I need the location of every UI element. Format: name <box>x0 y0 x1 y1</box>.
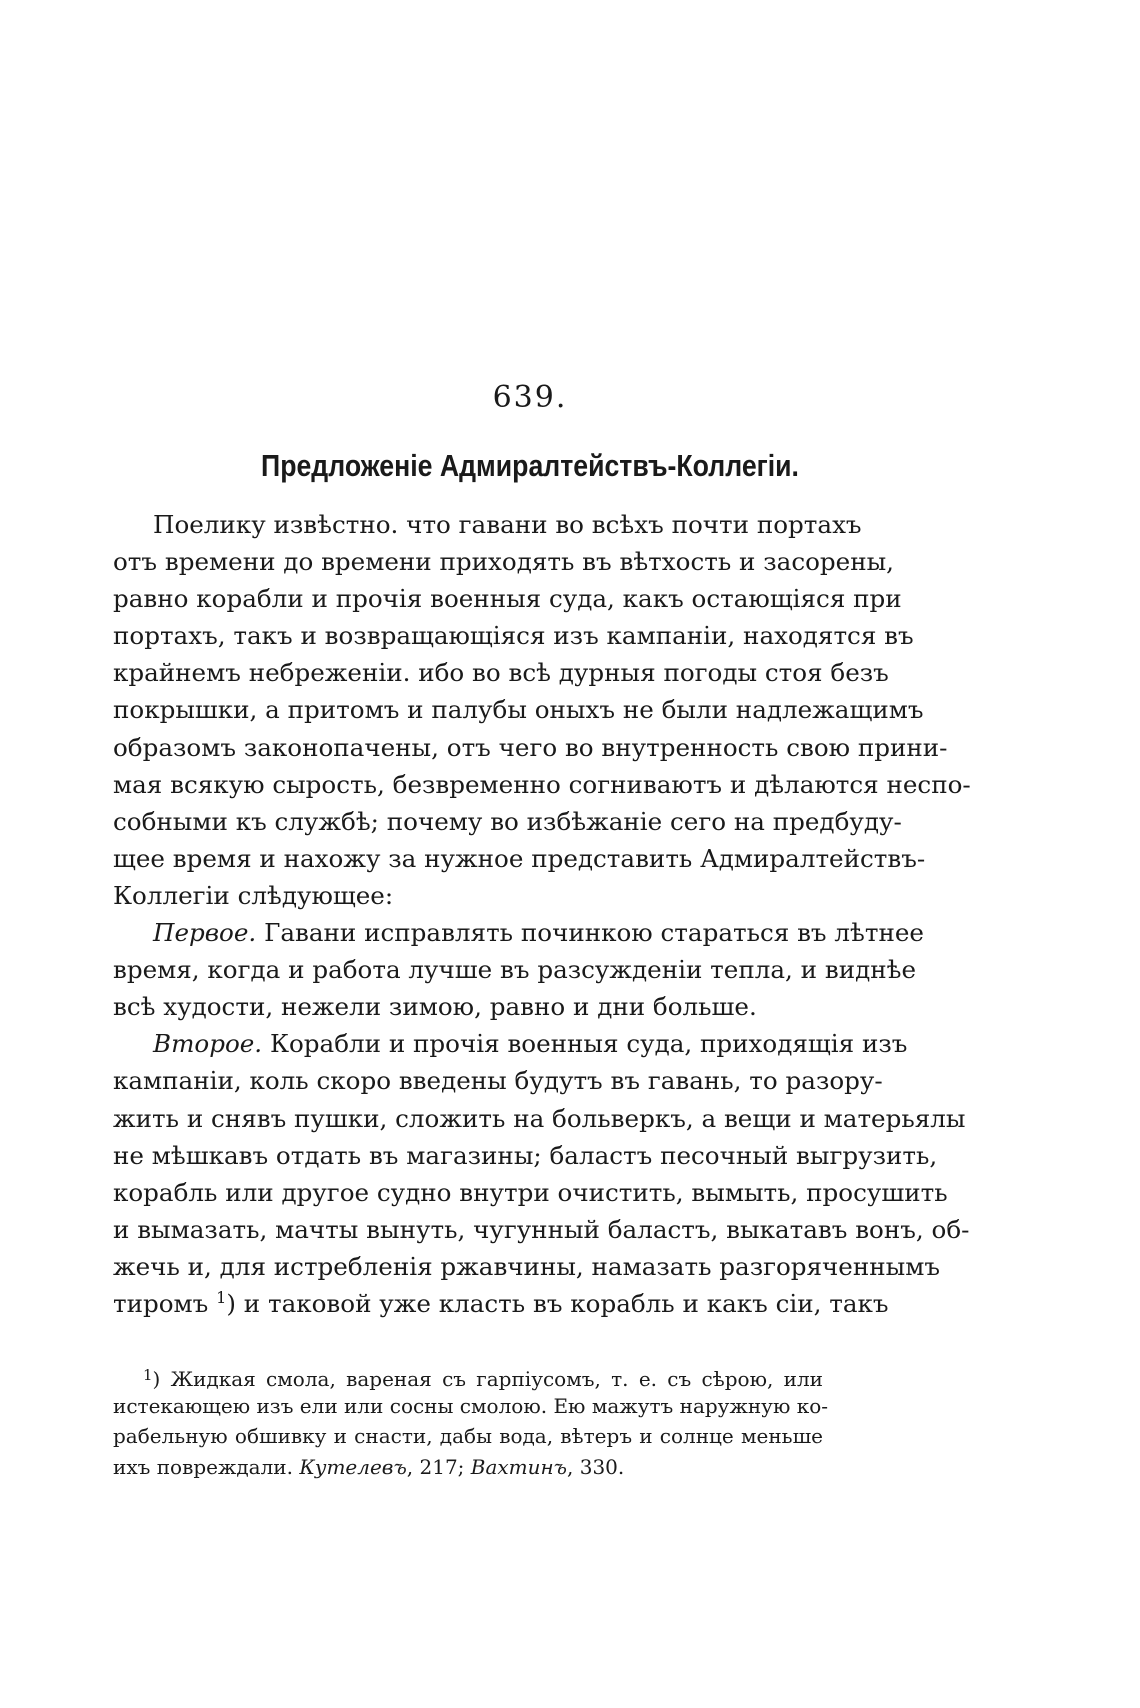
footnote-mark: 1 <box>143 1366 153 1384</box>
paragraph-first-line <box>113 914 924 951</box>
text-line: отъ времени до времени приходять въ вѣтхость и засорены, <box>113 547 894 577</box>
citation-author: Вахтинъ <box>470 1454 568 1479</box>
text-line: щее время и нахожу за нужное представить Адмиралтействъ- <box>113 843 926 873</box>
text-line: мая всякую сырость, безвременно согниваютъ и дѣлаются неспо- <box>113 769 971 799</box>
text-line: корабль или другое судно внутри очистить, вымыть, просушить <box>113 1177 948 1207</box>
text-line: не мѣшкавъ отдать въ магазины; баластъ песочный выгрузить, <box>113 1140 938 1170</box>
first-item-label: Первое. <box>153 918 257 948</box>
second-item-label: Второе. <box>153 1029 263 1059</box>
main-text <box>113 506 971 1322</box>
text-line: жечь и, для истребленія ржавчины, намазать разгоряченнымъ <box>113 1251 941 1281</box>
text-line: Коллегіи слѣдующее: <box>113 880 394 910</box>
text-line: крайнемъ небреженіи. ибо во всѣ дурныя погоды стоя безъ <box>113 658 889 688</box>
text-line: Поелику извѣстно. что гавани во всѣхъ почти портахъ <box>153 510 862 539</box>
text-span: , 217; <box>406 1454 471 1479</box>
text-span: Корабли и прочія военныя суда, приходящія изъ <box>262 1029 908 1059</box>
page-title: Предложеніе Адмиралтействъ-Коллегіи. <box>261 448 799 483</box>
text-span: , 330. <box>567 1454 625 1479</box>
text-span: Гавани исправлять починкою стараться въ лѣтнее <box>256 918 924 948</box>
text-line: и вымазать, мачты вынуть, чугунный баластъ, выкатавъ вонъ, об- <box>113 1214 970 1244</box>
text-span: тиромъ <box>113 1288 217 1318</box>
text-line: время, когда и работа лучше въ разсужденіи тепла, и виднѣе <box>113 955 917 985</box>
citation-author: Кутелевъ <box>299 1454 407 1479</box>
text-line: равно корабли и прочія военныя суда, какъ остающіяся при <box>113 584 902 614</box>
footnote <box>113 1360 829 1482</box>
footnote-line: истекающею изъ ели или сосны смолою. Ею мажутъ наружную ко- <box>113 1393 829 1418</box>
text-span: ) Жидкая смола, вареная съ гарпіусомъ, т. е. съ сѣрою, или <box>152 1367 823 1391</box>
document-number: 639. <box>492 380 568 415</box>
text-span: ) и таковой уже класть въ корабль и какъ сіи, такъ <box>226 1288 889 1318</box>
text-line-with-footnote-ref <box>113 1285 889 1322</box>
footnote-line <box>113 1452 823 1483</box>
text-line: покрышки, а притомъ и палубы оныхъ не были надлежащимъ <box>113 695 924 725</box>
text-line: собными къ службѣ; почему во избѣжаніе сего на предбуду- <box>113 806 902 836</box>
text-line: жить и снявъ пушки, сложить на больверкъ, а вещи и матерьялы <box>113 1103 966 1133</box>
paragraph-second-line <box>113 1025 908 1062</box>
text-line: всѣ худости, нежели зимою, равно и дни больше. <box>113 992 757 1022</box>
text-span: ихъ повреждали. <box>113 1454 300 1479</box>
text-line: кампаніи, коль скоро введены будутъ въ гавань, то разору- <box>113 1066 883 1096</box>
text-line: портахъ, такъ и возвращающіяся изъ кампаніи, находятся въ <box>113 621 914 651</box>
footnote-reference: 1 <box>216 1287 227 1307</box>
text-line: образомъ законопачены, отъ чего во внутренность свою прини- <box>113 732 948 762</box>
footnote-line: рабельную обшивку и снасти, дабы вода, вѣтеръ и солнце меньше <box>113 1424 823 1448</box>
footnote-line <box>113 1360 823 1391</box>
